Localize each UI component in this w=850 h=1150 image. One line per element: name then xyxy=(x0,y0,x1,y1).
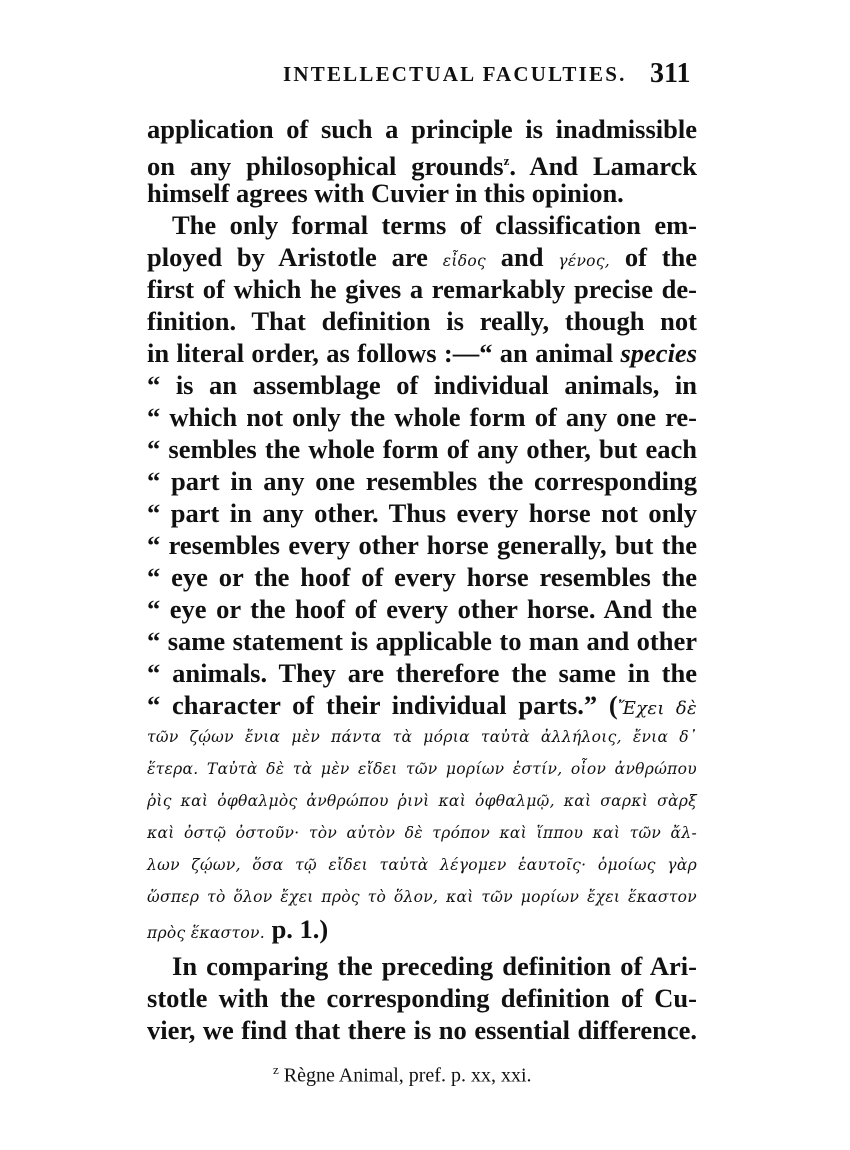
footnote-text: Règne Animal, pref. p. xx, xxi. xyxy=(283,1064,532,1087)
text-line: finition. That definition is really, though not xyxy=(147,306,697,336)
footnote xyxy=(273,1062,532,1088)
text-line: stotle with the corresponding definition of Cu- xyxy=(147,983,697,1013)
text-line: “ resembles every other horse generally, but the xyxy=(147,530,697,560)
text-line: himself agrees with Cuvier in this opinion. xyxy=(147,178,624,208)
text-line: application of such a principle is inadmissible xyxy=(147,114,697,144)
text-line: vier, we find that there is no essential difference. xyxy=(147,1015,697,1045)
running-head: INTELLECTUAL FACULTIES. xyxy=(283,62,627,86)
text-line: in literal order, as follows :—“ an animal species xyxy=(147,338,698,368)
text-line: “ animals. They are therefore the same in the xyxy=(147,658,697,688)
text-line: first of which he gives a remarkably precise de- xyxy=(147,274,697,304)
greek-quote-line: ἕτερα. Ταὐτὰ δὲ τὰ μὲν εἴδει τῶν μορίων ἐστίν, οἷον ἀνθρώπου xyxy=(147,760,697,778)
greek-quote-line: λων ζῴων, ὅσα τῷ εἴδει ταὐτὰ λέγομεν ἑαυτοῖς· ὁμοίως γὰρ xyxy=(147,856,697,874)
text-line: The only formal terms of classification em- xyxy=(172,210,697,240)
text-line: “ which not only the whole form of any one re- xyxy=(147,402,697,432)
text-line: “ same statement is applicable to man and other xyxy=(147,626,697,656)
text-line: “ part in any one resembles the corresponding xyxy=(147,466,697,496)
greek-quote-line: καὶ ὀστῷ ὀστοῦν· τὸν αὐτὸν δὲ τρόπον καὶ ἵππου καὶ τῶν ἄλ- xyxy=(147,824,697,842)
page-number: 311 xyxy=(650,58,691,89)
text-line: “ eye or the hoof of every other horse. And the xyxy=(147,594,697,624)
text-line: In comparing the preceding definition of Ari- xyxy=(172,951,697,981)
text-line: on any philosophical grounds$^z$. And Lamarck xyxy=(147,150,698,181)
footnote-ref: z xyxy=(503,153,510,168)
greek-quote-line: τῶν ζῴων ἔνια μὲν πάντα τὰ μόρια ταὐτὰ ἀλλήλοις, ἔνια δ᾽ xyxy=(147,728,697,746)
text-line: “ is an assemblage of individual animals, in xyxy=(147,370,697,400)
greek-quote-line: ὥσπερ τὸ ὅλον ἔχει πρὸς τὸ ὅλον, καὶ τῶν μορίων ἔχει ἕκαστον xyxy=(147,888,697,906)
text-line: ployed by Aristotle are εἶδος and γένος, of the xyxy=(147,242,698,272)
text-line: “ part in any other. Thus every horse not only xyxy=(147,498,697,528)
text-line: “ sembles the whole form of any other, but each xyxy=(147,434,697,464)
greek-quote-line: ῥὶς καὶ ὀφθαλμὸς ἀνθρώπου ῥινὶ καὶ ὀφθαλμῷ, καὶ σαρκὶ σὰρξ xyxy=(147,792,697,810)
footnote-mark: z xyxy=(273,1062,279,1077)
text-line: πρὸς ἕκαστον. p. 1.) xyxy=(147,914,329,944)
text-line: “ eye or the hoof of every horse resembles the xyxy=(147,562,697,592)
text-line: “ character of their individual parts.” (Ἔχει δὲ xyxy=(147,690,697,720)
